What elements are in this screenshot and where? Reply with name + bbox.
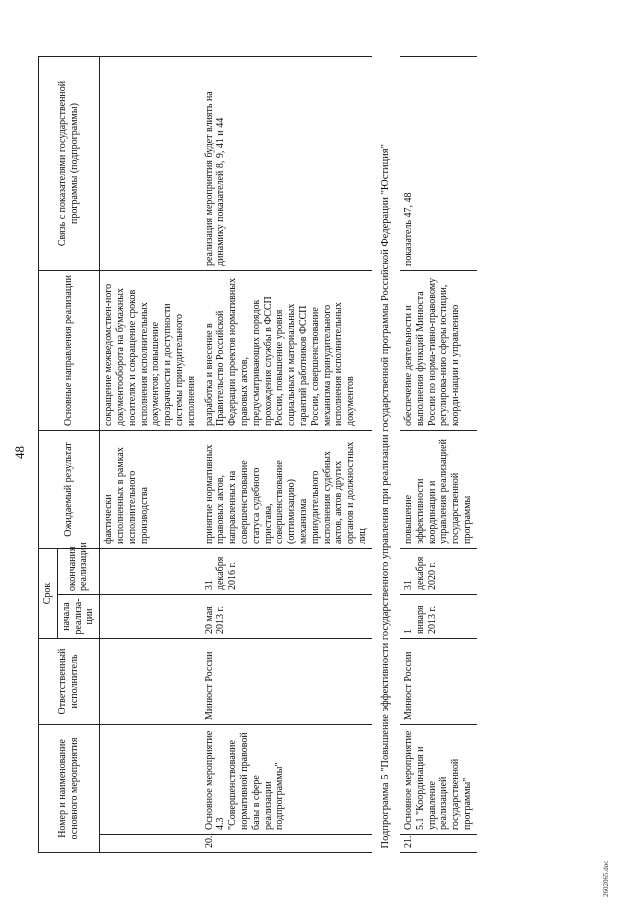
measure-name <box>100 725 201 835</box>
indicator-link: показатель 47, 48 <box>400 57 477 271</box>
document-code: 2602065.doc <box>602 860 610 897</box>
header-row-1 <box>39 57 58 853</box>
start-date <box>100 595 201 639</box>
header-start: начала реализа-ции <box>57 595 99 639</box>
directions: разработка и внесение в Правительство Российской Федерации проектов нормативных правовых актов, предусматривающих порядок прохождения службы в ФССП России, повышение уровня социальных и материальных гарантий работников ФССП России, совершенствование механизма принудительного исполнения исполнительных документов <box>201 271 372 431</box>
row-number <box>100 835 201 853</box>
page-number: 48 <box>12 446 27 459</box>
expected-result: фактически исполненных в рамках исполнительного производства <box>100 431 201 549</box>
measure-name: Основное мероприятие 4.3 "Совершенствование нормативной правовой базы в сфере реализации подпрограммы" <box>201 725 372 835</box>
header-link: Связь с показателями государственной программы (подпрограммы) <box>39 57 100 271</box>
table-row <box>100 57 201 853</box>
end-date: 31 декабря 2016 г. <box>201 549 372 595</box>
end-date: 31 декабря 2020 г. <box>400 549 477 595</box>
expected-result: повышение эффективности координации и управления реализацией государственной программы <box>400 431 477 549</box>
header-end: окончания реализации <box>57 549 99 595</box>
start-date: 1 января 2013 г. <box>400 595 477 639</box>
start-date: 20 мая 2013 г. <box>201 595 372 639</box>
header-name: Номер и наименование основного мероприятия <box>39 725 100 853</box>
directions: обеспечение деятельности и выполнения функций Минюста России по норма-тивно-правовому регулирова-нию сферы юстиции, коорди-нации и управлению <box>400 271 477 431</box>
header-result: Ожидаемый результат <box>39 431 100 549</box>
header-term: Срок <box>39 549 58 639</box>
indicator-link: реализация мероприятия будет влиять на динамику показателей 8, 9, 41 и 44 <box>201 57 372 271</box>
row-number: 20. <box>201 835 372 853</box>
responsible: Минюст России <box>400 639 477 725</box>
header-directions: Основные направления реализации <box>39 271 100 431</box>
subprogram-row <box>372 57 400 853</box>
expected-result: принятие нормативных правовых актов, направленных на совершенствование статуса судебного пристава, совершенствование (оптимизацию) механизма принудительного исполнения судебных актов, актов других органов и должностных лиц <box>201 431 372 549</box>
responsible: Минюст России <box>201 639 372 725</box>
table-row <box>400 57 477 853</box>
measures-table <box>38 56 477 853</box>
subprogram-title: Подпрограмма 5 "Повышение эффективности государственного управления при реализации государственной программы Российской Федерации "Юстиция" <box>379 144 391 849</box>
table-row <box>201 57 372 853</box>
directions: сокращение межведомствен-ного документооборота на бумажных носителях и сокращение сроков исполнения исполнительных документов; повышение прозрачности и доступности системы принудительного исполнения <box>100 271 201 431</box>
indicator-link <box>100 57 201 271</box>
end-date <box>100 549 201 595</box>
responsible <box>100 639 201 725</box>
row-number: 21. <box>400 835 477 853</box>
measure-name: Основное мероприятие 5.1 "Координация и управление реализацией государственной программы" <box>400 725 477 835</box>
header-responsible: Ответственный исполнитель <box>39 639 100 725</box>
